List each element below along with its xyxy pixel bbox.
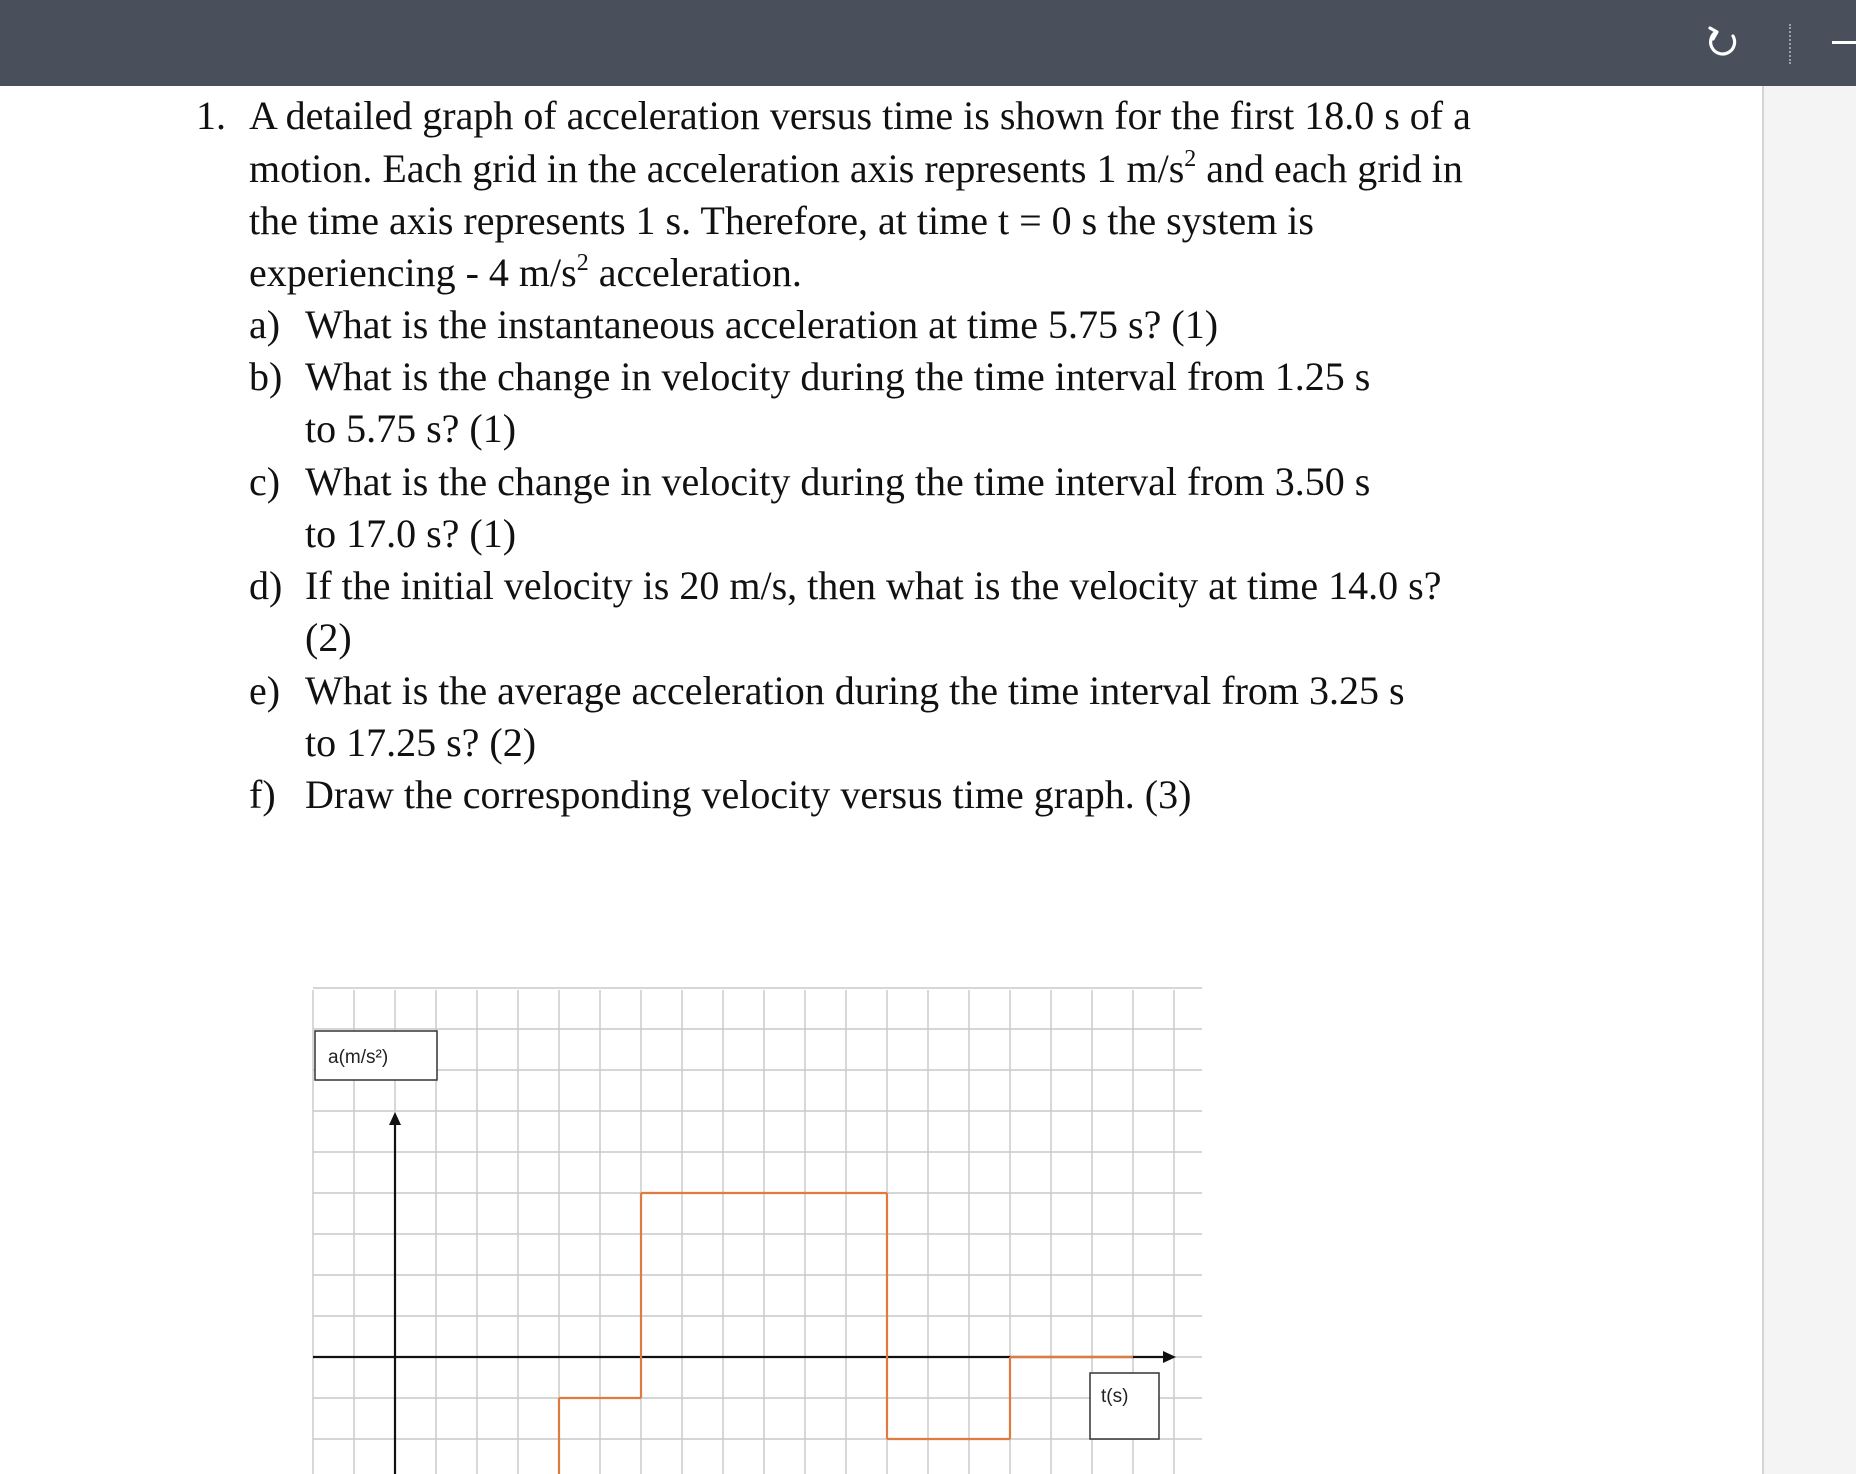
toolbar-divider	[1789, 24, 1791, 64]
reload-button[interactable]	[1702, 22, 1744, 64]
part-d-text-2: (2)	[305, 615, 352, 660]
part-c-text-2: to 17.0 s? (1)	[305, 511, 517, 556]
part-a-label: a)	[249, 302, 281, 347]
part-c-text-1: What is the change in velocity during the time interval from 3.50 s	[305, 459, 1371, 504]
axis-labels	[315, 1031, 1159, 1439]
part-a-text: What is the instantaneous acceleration at time 5.75 s? (1)	[305, 302, 1219, 347]
document-page	[0, 86, 1760, 1474]
grid	[313, 988, 1202, 1474]
minimize-button[interactable]	[1828, 20, 1856, 66]
x-axis-label: t(s)	[1101, 1386, 1129, 1407]
part-b-label: b)	[249, 354, 283, 399]
y-axis-label: a(m/s²)	[328, 1047, 389, 1068]
part-e-text-1: What is the average acceleration during the time interval from 3.25 s	[305, 668, 1405, 713]
acceleration-time-graph	[0, 86, 1760, 1474]
part-e-text-2: to 17.25 s? (2)	[305, 720, 537, 765]
part-e-label: e)	[249, 668, 281, 713]
question-number: 1.	[196, 93, 226, 138]
minimize-icon	[1832, 41, 1856, 44]
reload-icon	[1702, 22, 1744, 64]
part-c-label: c)	[249, 459, 281, 504]
toolbar	[0, 0, 1856, 86]
scrollbar[interactable]	[1762, 86, 1856, 1474]
y-axis-arrow	[389, 1112, 401, 1125]
question-line-2: motion. Each grid in the acceleration axis represents 1 $m/s^2$ and each grid in	[249, 146, 1463, 191]
part-b-text-1: What is the change in velocity during the time interval from 1.25 s	[305, 354, 1371, 399]
question-line-3: the time axis represents 1 s. Therefore, at time t = 0 s the system is	[249, 198, 1314, 243]
axes	[313, 1112, 1176, 1474]
part-b-text-2: to 5.75 s? (1)	[305, 406, 517, 451]
part-d-label: d)	[249, 563, 283, 608]
part-d-text-1: If the initial velocity is 20 m/s, then what is the velocity at time 14.0 s?	[305, 563, 1442, 608]
question-line-4: experiencing - 4 $m/s^2$ acceleration.	[249, 250, 802, 295]
question-line-1: A detailed graph of acceleration versus time is shown for the first 18.0 s of a	[249, 93, 1471, 138]
part-f-text: Draw the corresponding velocity versus time graph. (3)	[305, 772, 1192, 817]
part-f-label: f)	[249, 772, 276, 817]
